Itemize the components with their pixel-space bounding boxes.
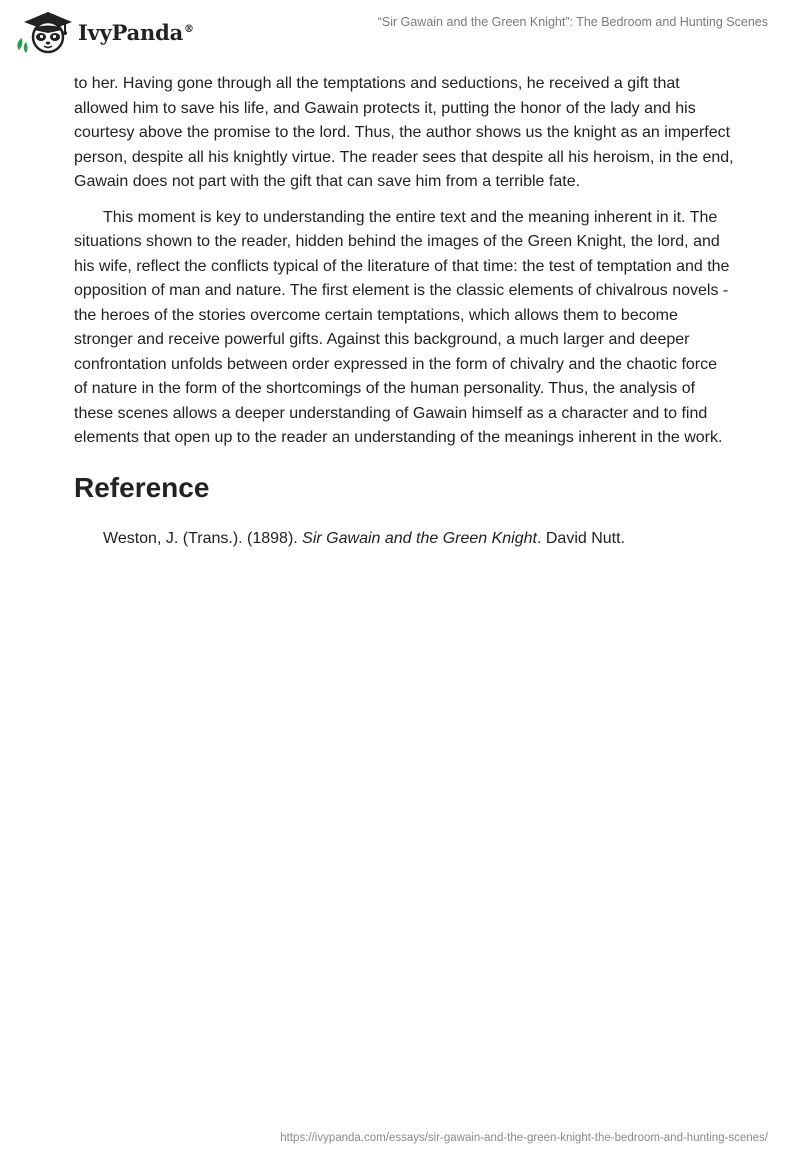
brand-logo[interactable] [14,8,194,56]
source-url-link[interactable]: https://ivypanda.com/essays/sir-gawain-and-the-green-knight-the-bedroom-and-hunting-scenes/ [280,1132,768,1144]
brand-name: IvyPanda® [78,19,194,45]
reference-heading: Reference [74,471,210,503]
reference-author-year: Weston, J. (Trans.). (1898). [103,529,303,547]
body-paragraph-2: This moment is key to understanding the entire text and the meaning inherent in it. The situations shown to the reader, hidden behind the images of the Green Knight, the lord, and his wife, reflect the conflicts typical of the literature of that time: the test of temptation and the opposition of man and nature. The first element is the classic elements of chivalrous novels - the heroes of the stories overcome certain temptations, which allows them to become stronger and receive powerful gifts. Against this background, a much larger and deeper confrontation unfolds between order expressed in the form of chivalry and the chaotic force of nature in the form of the shortcomings of the human personality. Thus, the analysis of these scenes allows a deeper understanding of Gawain himself as a character and to find elements that open up to the reader an understanding of the meanings inherent in the work. [74,208,730,446]
essay-content [74,72,734,551]
page-header [0,0,800,60]
document-title: “Sir Gawain and the Green Knight”: The Bedroom and Hunting Scenes [377,15,768,29]
reference-title: Sir Gawain and the Green Knight [302,529,537,547]
body-paragraph-1: to her. Having gone through all the temptations and seductions, he received a gift that allowed him to save his life, and Gawain protects it, putting the honor of the lady and his courtesy above the promise to the lord. Thus, the author shows us the knight as an imperfect person, despite all his knightly virtue. The reader sees that despite all his heroism, in the end, Gawain does not part with the gift that can save him from a terrible fate. [74,75,734,190]
panda-graduate-icon [14,8,76,56]
reference-entry [103,527,734,551]
reference-publisher: . David Nutt. [536,529,626,547]
registered-mark: ® [184,23,194,35]
